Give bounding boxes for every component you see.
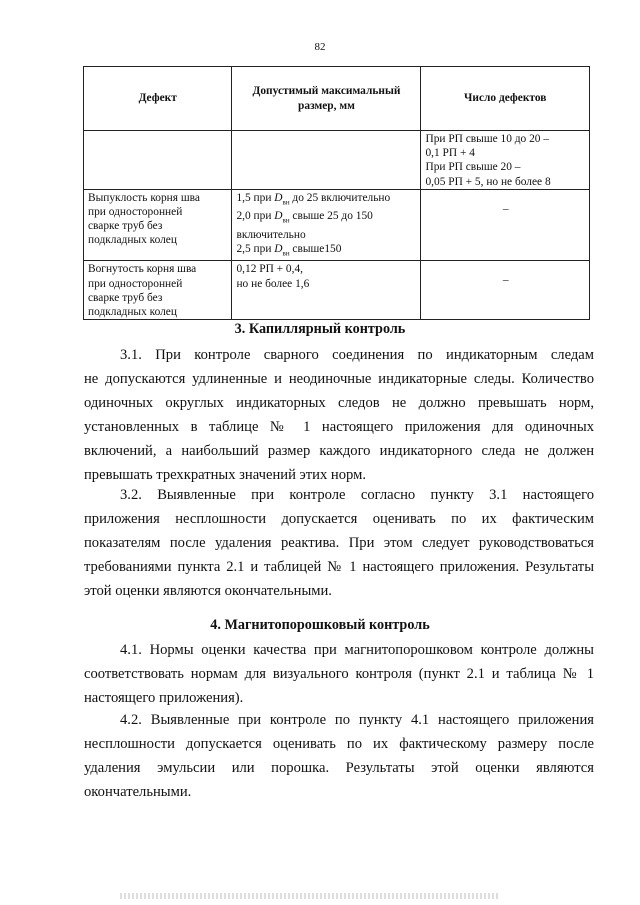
header-defect-count: Число дефектов: [421, 67, 590, 131]
text-line: настоящего приложения).: [84, 690, 244, 706]
cell-line: сварке труб без: [88, 220, 163, 233]
text-line: 3.1. При контроле сварного соединения по индикаторным следам: [120, 347, 594, 363]
paragraph-3-2: [84, 483, 594, 603]
page-number: 82: [314, 41, 326, 53]
scan-artifact-line: [120, 893, 500, 899]
cell-line: При РП свыше 10 до 20 –: [425, 133, 550, 145]
header-defect: Дефект: [84, 67, 232, 131]
paragraph-3-1: [84, 343, 594, 487]
text-line: этой оценки являются окончательными.: [84, 583, 332, 599]
table-cell: [232, 131, 421, 190]
text-line: установленных в таблице № 1 настоящего приложения для одиночных: [84, 419, 594, 435]
table-cell: –: [421, 261, 590, 320]
table-cell: [84, 261, 232, 320]
table-row: [84, 261, 590, 320]
text-line: 4.1. Нормы оценки качества при магнитопорошковом контроле должны: [120, 642, 594, 658]
cell-line: при односторонней: [88, 277, 183, 290]
table-cell: –: [421, 189, 590, 261]
cell-line: 2,0 при $D_{вн}$ свыше 25 до 150: [236, 210, 373, 225]
cell-line: Выпуклость корня шва: [88, 191, 200, 204]
cell-line: но не более 1,6: [236, 277, 310, 290]
text-line: 3.2. Выявленные при контроле согласно пункту 3.1 настоящего: [120, 487, 594, 503]
text-line: показателям после удаления реактива. При этом следует руководствоваться: [84, 535, 594, 551]
cell-line: 0,1 РП + 4: [425, 147, 475, 160]
table-cell: [232, 261, 421, 320]
cell-line: При РП свыше 20 –: [425, 161, 521, 174]
table-cell: [421, 131, 590, 190]
table-cell: [84, 189, 232, 261]
cell-line: включительно: [236, 228, 306, 241]
cell-line: подкладных колец: [88, 306, 177, 319]
cell-line: 0,05 РП + 5, но не более 8: [425, 175, 551, 188]
text-line: соответствовать нормам для визуального контроля (пункт 2.1 и таблица № 1: [84, 666, 594, 682]
paragraph-4-1: [84, 638, 594, 710]
table-row: [84, 131, 590, 190]
text-line: несплошности допускается оценивать по их фактическому размеру после: [84, 736, 594, 752]
table-cell: [232, 189, 421, 261]
text-line: требованиями пункта 2.1 и таблицей № 1 настоящего приложения. Результаты: [84, 559, 594, 575]
text-line: окончательными.: [84, 784, 192, 800]
text-line: одиночных округлых индикаторных следов не должно превышать норм,: [84, 395, 594, 411]
table-header-row: [84, 67, 590, 131]
text-line: 4.2. Выявленные при контроле по пункту 4.1 настоящего приложения: [120, 712, 594, 728]
text-line: удаления эмульсии или порошка. Результаты этой оценки являются: [84, 760, 594, 776]
header-max-size: Допустимый максимальный размер, мм: [232, 67, 421, 131]
cell-line: подкладных колец: [88, 234, 177, 247]
cell-line: 2,5 при $D_{вн}$ свыше150: [236, 242, 342, 258]
cell-line: 0,12 РП + 0,4,: [236, 263, 304, 276]
section-heading: 3. Капиллярный контроль: [234, 321, 406, 337]
section-heading: 4. Магнитопорошковый контроль: [210, 617, 430, 633]
table-row: [84, 189, 590, 261]
cell-line: при односторонней: [88, 206, 183, 219]
text-line: превышать трехкратных значений этих норм.: [84, 467, 366, 483]
cell-line: Вогнутость корня шва: [88, 263, 197, 276]
table-cell: [84, 131, 232, 190]
paragraph-4-2: [84, 708, 594, 804]
defects-table: [83, 66, 590, 320]
text-line: включений, а наибольший размер каждого индикаторного следа не должен: [84, 443, 594, 459]
text-line: приложения несплошности допускается оценивать по их фактическим: [84, 511, 594, 527]
cell-line: 1,5 при $D_{вн}$ до 25 включительно: [236, 191, 391, 207]
cell-line: сварке труб без: [88, 291, 163, 304]
text-line: не допускаются удлиненные и неодиночные индикаторные следы. Количество: [84, 371, 594, 387]
